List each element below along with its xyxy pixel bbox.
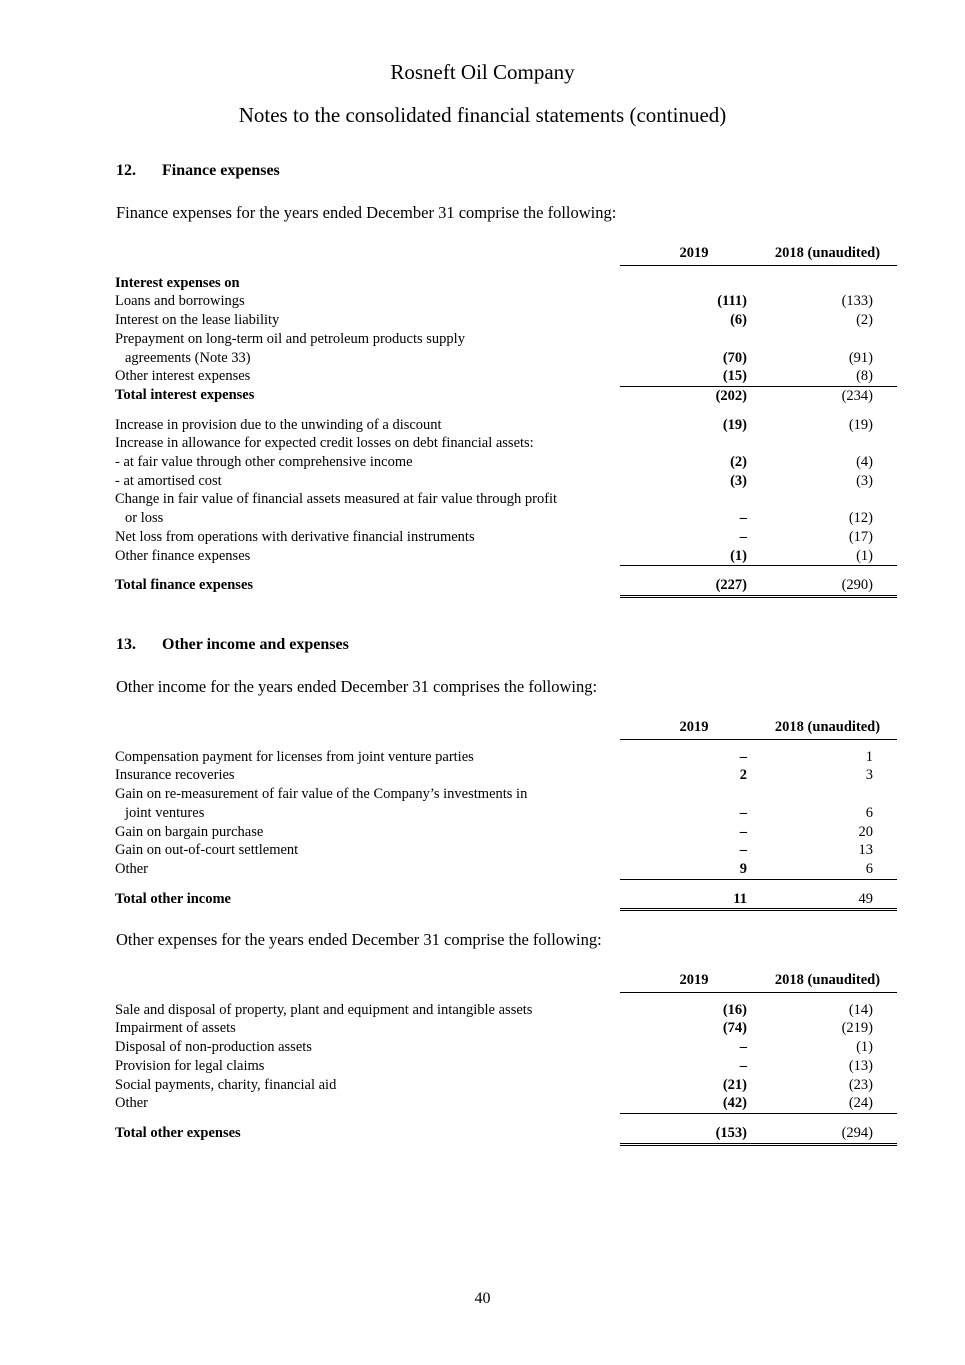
company-name: Rosneft Oil Company (390, 60, 575, 84)
other-expenses-intro: Other expenses for the years ended December 31 comprise the following: (116, 930, 602, 949)
section-title: Other income and expenses (162, 636, 349, 653)
column-header-2018: 2018 (unaudited) (758, 718, 897, 739)
total-row: Total finance expenses (227) (290) (115, 576, 897, 596)
column-header-2019: 2019 (620, 718, 758, 739)
table-row: Increase in provision due to the unwinding of a discount (19) (19) (115, 416, 873, 433)
other-income-table (115, 718, 897, 911)
table-row: Interest on the lease liability (6) (2) (115, 312, 873, 329)
table-row: - at fair value through other comprehensive income (2) (4) (115, 454, 873, 471)
table-row: Sale and disposal of property, plant and equipment and intangible assets (16) (14) (115, 1001, 873, 1018)
table-header-row (115, 971, 897, 992)
table-row: Impairment of assets (74) (219) (115, 1020, 873, 1037)
column-header-2018: 2018 (unaudited) (758, 971, 897, 992)
table-row: - at amortised cost (3) (3) (115, 472, 873, 489)
total-row: Total other income 11 49 (115, 890, 897, 910)
table-row: Other (42) (24) (115, 1094, 897, 1113)
table-row: Prepayment on long-term oil and petroleum products supply (115, 330, 465, 347)
table-row: Disposal of non-production assets – (1) (115, 1039, 873, 1056)
page-number: 40 (474, 1290, 491, 1307)
table-row: joint ventures – 6 (125, 804, 873, 821)
table-row: or loss – (12) (125, 510, 873, 527)
table-row: Social payments, charity, financial aid (21) (23) (115, 1076, 873, 1093)
other-expenses-table (115, 971, 897, 1146)
column-header-2019: 2019 (620, 971, 758, 992)
table-row: Insurance recoveries 2 3 (115, 767, 873, 784)
column-header-2018: 2018 (unaudited) (758, 244, 897, 265)
section-number: 13. (116, 636, 136, 653)
section-13-heading (116, 636, 349, 654)
section-number: 12. (116, 162, 136, 179)
section-12-heading (116, 162, 280, 180)
table-row: Change in fair value of financial assets measured at fair value through profit (115, 491, 558, 508)
finance-expenses-table (115, 244, 897, 598)
table-row: Other 9 6 (115, 860, 897, 879)
table-row: Interest expenses on (115, 274, 240, 291)
table-header-row (115, 244, 897, 265)
table-row: agreements (Note 33) (70) (91) (125, 349, 873, 366)
section-12-intro: Finance expenses for the years ended December 31 comprise the following: (116, 203, 617, 222)
table-row: Gain on bargain purchase – 20 (115, 823, 873, 840)
table-row: Other interest expenses (15) (8) (115, 367, 897, 386)
total-row: Total other expenses (153) (294) (115, 1124, 897, 1144)
table-row: Provision for legal claims – (13) (115, 1057, 873, 1074)
page-title: Notes to the consolidated financial statements (continued) (238, 103, 727, 127)
table-row: Compensation payment for licenses from joint venture parties – 1 (115, 748, 873, 765)
table-row: Loans and borrowings (111) (133) (115, 293, 873, 310)
section-title: Finance expenses (162, 162, 280, 179)
table-header-row (115, 718, 897, 739)
table-row: Other finance expenses (1) (1) (115, 547, 897, 566)
table-row: Net loss from operations with derivative financial instruments – (17) (115, 528, 873, 545)
table-row: Gain on out-of-court settlement – 13 (115, 842, 873, 859)
column-header-2019: 2019 (620, 244, 758, 265)
other-income-intro: Other income for the years ended December 31 comprises the following: (116, 677, 598, 696)
table-row: Increase in allowance for expected credit losses on debt financial assets: (115, 435, 534, 452)
table-row: Gain on re-measurement of fair value of the Company’s investments in (115, 786, 528, 803)
subtotal-row: Total interest expenses (202) (234) (115, 387, 873, 404)
